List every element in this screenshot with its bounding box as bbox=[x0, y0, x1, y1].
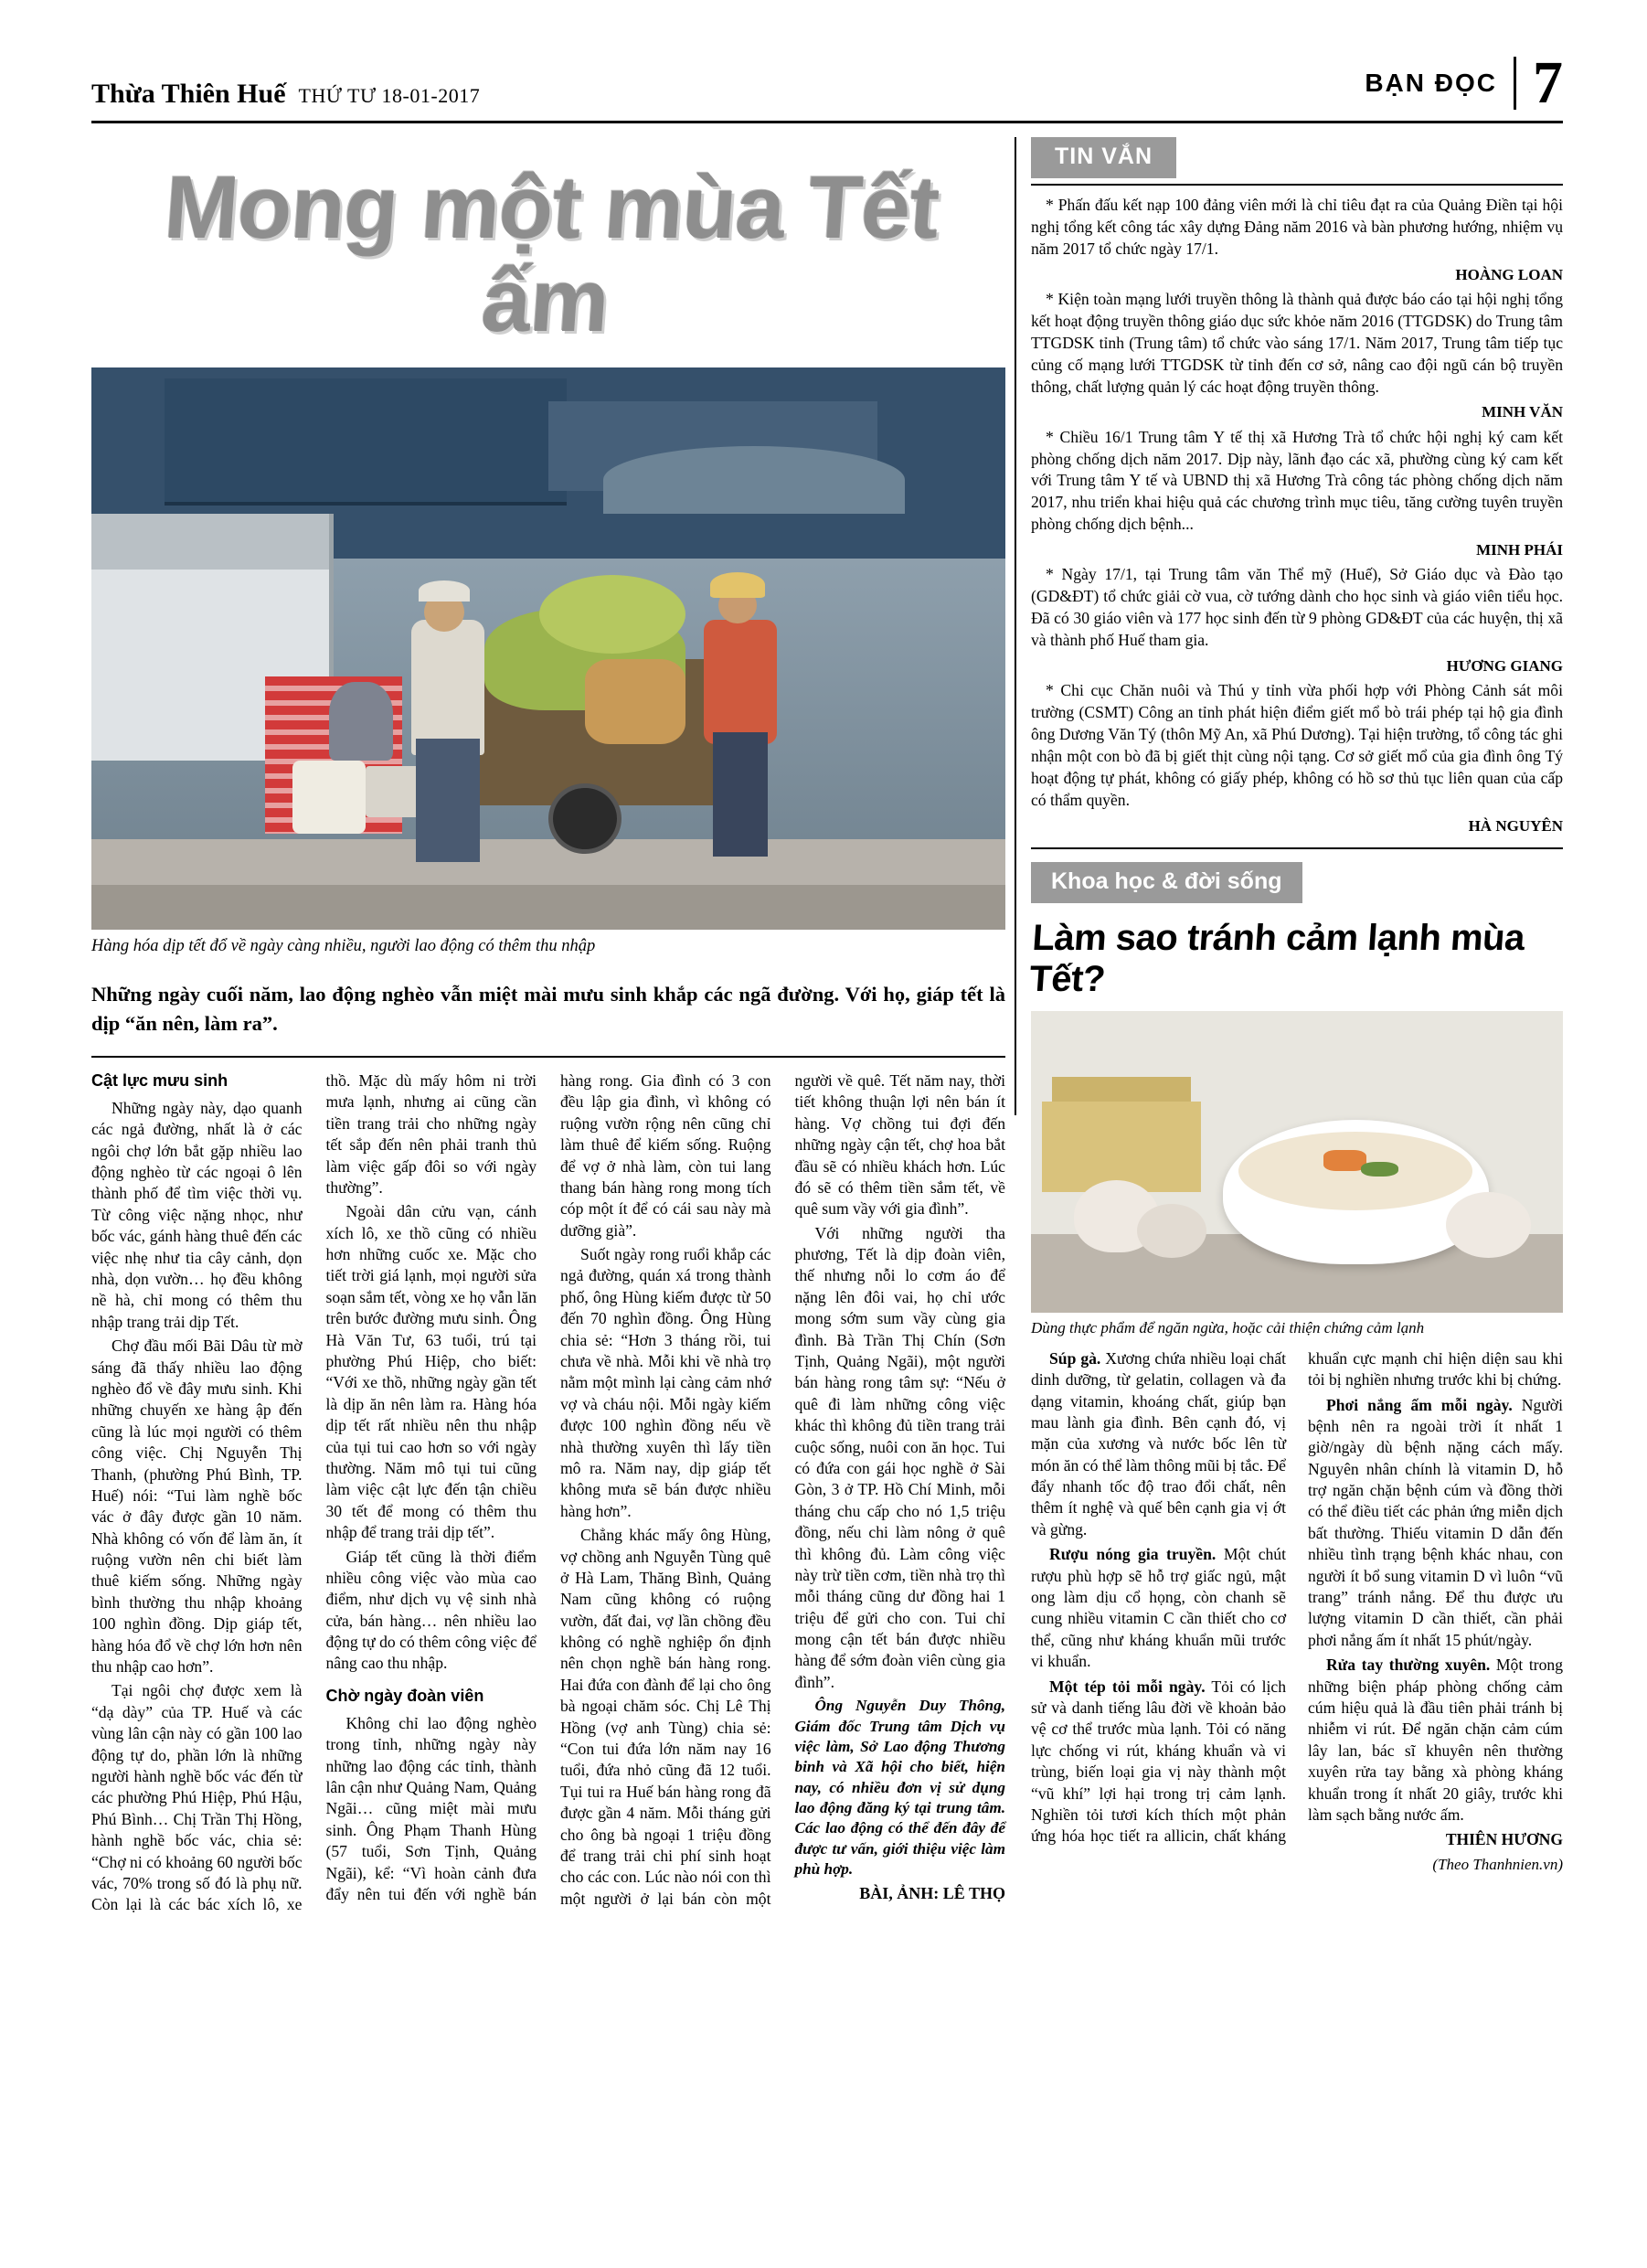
info-box: Ông Nguyễn Duy Thông, Giám đốc Trung tâm Dịch vụ việc làm, Sở Lao động Thương binh và Xã hội cho biết, hiện nay, có nhiều đơn vị sử dụng lao động đăng ký tại trung tâm. Các lao động có thể đến đây để được tư vấn, giới thiệu việc làm phù hợp. bbox=[794, 1697, 1005, 1879]
subheading-1: Cật lực mưu sinh bbox=[91, 1070, 228, 1090]
tip-paragraph: Phơi nắng ấm mỗi ngày. Người bệnh nên ra ngoài trời ít nhất 1 giờ/ngày dù bệnh nặng cách mấy. Nguyên nhân chính là vitamin D, hỗ trợ ngăn chặn bệnh cúm và đồng thời có thể điều tiết các phản ứng miễn dịch bất thường. Thiếu vitamin D dẫn đến nhiều tình trạng bệnh khác nhau, con người ít bổ sung vitamin D vì luôn “vũ trang” tránh nắng. Để thu được ưu lượng vitamin D cần thiết, cần phải phơi nắng ấm ít nhất 15 phút/ngày. bbox=[1308, 1395, 1563, 1649]
photo-cart-wheel bbox=[548, 783, 622, 855]
khoa-hoc-label: Khoa học & đời sống bbox=[1031, 862, 1302, 903]
photo-bucket bbox=[366, 766, 420, 816]
paragraph: Chợ đầu mối Bãi Dâu từ mờ sáng đã thấy nhiều lao động nghèo đổ về đây mưu sinh. Khi những chuyến xe hàng ập đến cũng là lúc mọi người có thêm công việc. Chị Nguyễn Thị Thanh, (phường Phú Bình, TP. Huế) nói: “Tui làm nghề bốc vác ở đây được gần 10 năm. Nhà không có vốn để làm ăn, ít ruộng vườn nên chi biết làm thuê kiếm sống. Những ngày bình thường thu nhập khoảng 100 nghìn đồng. Dịp giáp tết, hàng hóa đổ về chợ lớn hơn nên thu nhập cao hơn”. bbox=[91, 1336, 303, 1677]
news-brief-signature: HƯƠNG GIANG bbox=[1446, 657, 1563, 675]
subheading-2: Chờ ngày đoàn viên bbox=[325, 1686, 484, 1705]
paragraph: Chẳng khác mấy ông Hùng, vợ chồng anh Nguyễn Tùng quê ở Hà Lam, Thăng Bình, Quảng Nam cũng không có ruộng vườn, đất đai, vợ lần chồng đều không có nghề nghiệp ổn định nên chọn nghề bán hàng rong. Hai đứa con đành để lại cho ông bà ngoại chăm sóc. Chị Lê Thị Hồng (vợ anh Tùng) chia sẻ: “Con tui đứa lớn năm nay 16 tuổi, đứa nhỏ cũng đã 12 tuổi. Tụi tui ra Huế bán hàng rong đã được gần 4 năm. Mỗi tháng gửi cho ông bà ngoại 1 triệu đồng để trang trải chi phí sinh hoạt cho các con. Lúc nào nói con thì một người ở lại bán còn một người về quê. Tết năm nay, thời tiết không thuận lợi nên bán ít hàng. Vợ chồng tui đợi đến những ngày cận tết, chợ hoa bắt đầu sẽ có nhiều khách hơn. Lúc đó sẽ có thêm tiền sắm tết, về quê sum vầy với gia đình”. bbox=[560, 1070, 1005, 1908]
photo-man-hat bbox=[419, 580, 470, 601]
paragraph: Giáp tết cũng là thời điểm nhiều công việc vào mùa cao điểm, như dịch vụ vệ sinh nhà cửa, bán hàng… nên nhiều lao động tự do có thêm công việc để nâng cao thu nhập. bbox=[325, 1547, 537, 1673]
news-brief: * Phấn đấu kết nạp 100 đảng viên mới là chỉ tiêu đạt ra của Quảng Điền tại hội nghị tổng kết công tác xây dựng Đảng năm 2016 và bàn phương hướng, nhiệm vụ năm 2017 tổ chức ngày 17/1. bbox=[1031, 196, 1563, 258]
lead-rule bbox=[91, 1056, 1005, 1058]
khoa-hoc-source: (Theo Thanhnien.vn) bbox=[1432, 1855, 1563, 1873]
page-number: 7 bbox=[1533, 48, 1563, 116]
paragraph: Với những người tha phương, Tết là dịp đoàn viên, thế nhưng nỗi lo cơm áo để nặng lên đôi vai, họ chỉ ước mong sớm sum vầy cùng gia đình. Bà Trần Thị Chín (Sơn Tịnh, Quảng Ngãi), một người bán hàng rong tâm sự: “Nếu ở quê đi làm những công việc khác thì không đủ tiền trang trải cuộc sống, nuôi con ăn học. Tui có đứa con gái học nghề ở Sài Gòn, 3 ở TP. Hồ Chí Minh, mỗi tháng chu cấp cho nó 1,5 triệu đồng, nếu chi làm nông ở quê thì không đủ. Làm công việc này trừ tiền cơm, tiền nhà trọ thì mỗi tháng cũng dư đồng hai 1 triệu để gửi cho con. Tui chỉ mong cận tết bán được nhiều hàng để sớm đoàn viên cùng gia đình”. bbox=[794, 1223, 1005, 1691]
paragraph: Không chỉ lao động nghèo trong tỉnh, những ngày này những lao động các tỉnh, thành lân cận như Quảng Nam, Quảng Ngãi… cũng miệt mài mưu sinh. Ông Phạm Thanh Hùng (57 tuổi, Sơn Tịnh, Quảng Ngãi), kể: “Vì hoàn cảnh đưa đẩy nên tui đến với nghề bán hàng rong. Gia đình có 3 con đều lập gia đình, vì không có ruộng vườn rộng nên cũng chỉ làm thuê để kiếm sống. Ruộng để vợ ở nhà làm, còn tui lang thang bán hàng rong mong tích cóp một ít để có cái sau này mà dưỡng già”. bbox=[325, 1070, 771, 1903]
main-photo-block bbox=[91, 367, 1005, 956]
photo-bread bbox=[1042, 1102, 1202, 1192]
tip-paragraph: Rửa tay thường xuyên. Một trong những biện pháp phòng chống cảm cúm hiệu quả là đầu tiên phải tránh bị nhiễm vi rút. Để ngăn chặn cảm cúm lây lan, bác sĩ khuyên nên thường xuyên rửa tay bằng xà phòng kháng khuẩn trong ít nhất 20 giây, trước khi làm sạch bằng nước ấm. bbox=[1308, 1656, 1563, 1824]
photo-man-legs bbox=[416, 739, 480, 862]
main-photo bbox=[91, 367, 1005, 930]
tin-van-header bbox=[1031, 137, 1563, 186]
paragraph: Suốt ngày rong ruổi khắp các ngả đường, quán xá trong thành phố, ông Hùng kiếm được từ 50 đến 70 nghìn đồng. Ông Hùng chia sẻ: “Hơn 3 tháng rồi, tui chưa về nhà. Mỗi khi về nhà trọ nằm một mình lại càng cảm nhớ vợ và cháu nội. Mỗi ngày kiếm được 100 nghìn đồng nếu về nhà thường xuyên thì lấy tiền mô ra. Năm nay, dịp giáp tết không mưa sẽ bán được nhiều hàng hơn”. bbox=[560, 1245, 771, 1520]
photo-garlic-right bbox=[1446, 1192, 1531, 1259]
tin-van-title: TIN VẮN bbox=[1031, 137, 1176, 178]
article-lead: Những ngày cuối năm, lao động nghèo vẫn miệt mài mưu sinh khắp các ngã đường. Với họ, giáp tết là dịp “ăn nên, làm ra”. bbox=[91, 982, 1005, 1036]
issue-date: THỨ TƯ 18-01-2017 bbox=[298, 84, 481, 107]
section-rule bbox=[1031, 847, 1563, 849]
photo-bananas-top bbox=[539, 575, 685, 654]
photo-sack bbox=[585, 659, 685, 743]
photo-carrot bbox=[1323, 1150, 1366, 1171]
news-brief-signature: HOÀNG LOAN bbox=[1455, 265, 1563, 283]
photo-man-body bbox=[411, 620, 484, 755]
page-title: Mong một mùa Tết ấm bbox=[161, 157, 942, 350]
photo-umbrella bbox=[603, 446, 905, 514]
khoa-hoc-signature: THIÊN HƯƠNG bbox=[1445, 1830, 1563, 1849]
right-column bbox=[1027, 137, 1563, 1875]
paragraph: Tại ngôi chợ được xem là “dạ dày” của TP. Huế và các vùng lân cận này có gần 100 lao động tự do, phần lớn là những người hành nghề bốc vác đến từ các phường Phú Hiệp, Phú Hậu, Phú Bình… Chị Trần Thị Hồng, hành nghề bốc vác, chia sẻ: “Chợ ni có khoảng 60 người bốc vác, 70% trong số đó là phụ nữ. Còn lại là các bác xích lô, xe thồ. Mặc dù mấy hôm ni trời mưa lạnh, nhưng ai cũng cần tiền trang trải cho những ngày tết sắp đến nên phải tranh thủ làm việc gấp đôi so với ngày thường”. bbox=[91, 1070, 537, 1914]
photo-truck-bed bbox=[91, 514, 329, 570]
news-brief: * Kiện toàn mạng lưới truyền thông là thành quả được báo cáo tại hội nghị tổng kết hoạt động truyền thông giáo dục sức khỏe năm 2016 (TTGDSK) do Trung tâm TTGDSK tỉnh (Trung tâm) tổ chức vào sáng 17/1. Năm 2017, Trung tâm tiếp tục củng cố mạng lưới TTGDSK từ tỉnh đến cơ sở, nâng cao đội ngũ cán bộ truyền thông, chất lượng quản lý các hoạt động truyền thông. bbox=[1031, 289, 1563, 396]
photo-tarp-left bbox=[165, 378, 567, 506]
masthead-right bbox=[1365, 48, 1563, 116]
article-byline: BÀI, ẢNH: LÊ THỌ bbox=[859, 1883, 1005, 1902]
column-divider bbox=[1015, 137, 1016, 1115]
photo-garlic-clove bbox=[1137, 1204, 1206, 1258]
news-brief-signature: MINH VĂN bbox=[1482, 403, 1563, 421]
khoa-hoc-block bbox=[1027, 862, 1563, 1875]
tip-paragraph: Rượu nóng gia truyền. Một chút rượu phù hợp sẽ hỗ trợ giấc ngủ, mật ong làm dịu cổ họng, còn chanh sẽ cung nhiều vitamin C cần thiết cho cơ thể, cũng như kháng khuẩn mũi trước vi khuẩn. bbox=[1031, 1545, 1286, 1671]
news-brief: * Chi cục Chăn nuôi và Thú y tỉnh vừa phối hợp với Phòng Cảnh sát môi trường (CSMT) Công an tỉnh phát hiện điểm giết mổ bò trái phép tại hộ gia đình ông Dương Văn Tý (thôn Mỹ An, xã Phú Dương). Tại hiện trường, tổ công tác ghi nhận một con bò đã bị giết thịt cùng nội tạng. Cơ sở giết mổ của gia đình ông Tý hoạt động tự phát, không có giấy phép, không có hồ sơ thủ tục liên quan của cấp có thẩm quyền. bbox=[1031, 681, 1563, 809]
article-body bbox=[91, 1070, 1005, 1916]
section-name: BẠN ĐỌC bbox=[1365, 69, 1497, 97]
masthead bbox=[91, 48, 1563, 116]
khoa-hoc-title: Làm sao tránh cảm lạnh mùa Tết? bbox=[1027, 917, 1526, 999]
photo-seated-person bbox=[329, 682, 393, 761]
photo-woman-hat bbox=[710, 572, 765, 598]
main-article bbox=[91, 137, 1005, 1916]
news-brief-signature: MINH PHÁI bbox=[1476, 541, 1563, 559]
news-brief: * Chiều 16/1 Trung tâm Y tế thị xã Hương Trà tổ chức hội nghị ký cam kết phòng chống dịch năm 2017. Dịp này, lãnh đạo các xã, phường cùng ký cam kết với Trung tâm Y tế và UBND thị xã Hương Trà công tác phòng chống dịch năm 2017, nhu triển khai hiệu quả các chương trình mục tiêu, tăng cường tuyên truyền phòng chống dịch bệnh... bbox=[1031, 427, 1563, 534]
khoa-hoc-photo-caption: Dùng thực phẩm để ngăn ngừa, hoặc cải thiện chứng cảm lạnh bbox=[1031, 1318, 1425, 1336]
masthead-left bbox=[91, 79, 480, 110]
paragraph: Những ngày này, dạo quanh các ngả đường, nhất là ở các ngôi chợ lớn bắt gặp nhiều lao động nghèo từ các ngoại ô lên thành phố để tìm việc thời vụ. Từ công việc nặng nhọc, như bốc vác, gánh hàng thuê đến các việc nhẹ như tia cây cảnh, dọn nhà, dọn vườn… họ đều không nề hà, chỉ mong có thêm thu nhập trang trải dịp Tết. bbox=[91, 1098, 303, 1331]
photo-herb bbox=[1361, 1162, 1398, 1177]
paper-name: Thừa Thiên Huế bbox=[91, 79, 286, 109]
photo-caption: Hàng hóa dịp tết đổ về ngày càng nhiều, người lao động có thêm thu nhập bbox=[91, 936, 596, 955]
photo-bag bbox=[292, 761, 366, 834]
photo-woman-body bbox=[704, 620, 777, 743]
header-rule bbox=[91, 121, 1563, 123]
tip-paragraph: Súp gà. Xương chứa nhiều loại chất dinh dưỡng, từ gelatin, collagen và đa dạng vitamin, khoáng chất, giúp bạn mau lành gia đình. Bên cạnh đó, vị mặn của xương và nước bốc lên từ món ăn có thể làm thông mũi bị tắc. Để đẩy nhanh tốc độ trao đổi chất, nên thêm ít nghệ và quế bên cạnh gia vị ớt và gừng. bbox=[1031, 1348, 1286, 1539]
khoa-hoc-body bbox=[1031, 1348, 1563, 1875]
photo-soup bbox=[1238, 1132, 1472, 1210]
khoa-hoc-photo bbox=[1031, 1011, 1563, 1313]
photo-road bbox=[91, 885, 1005, 930]
masthead-divider bbox=[1514, 57, 1516, 110]
news-brief: * Ngày 17/1, tại Trung tâm văn Thể mỹ (Huế), Sở Giáo dục và Đào tạo (GD&ĐT) tổ chức giải cờ vua, cờ tướng dành cho học sinh và giáo viên tiểu học. Đã có 30 giáo viên và 177 học sinh đến từ 9 phòng GD&ĐT của các huyện, thị xã và thành phố Huế tham gia. bbox=[1031, 565, 1563, 650]
news-brief-signature: HÀ NGUYÊN bbox=[1468, 816, 1563, 835]
photo-woman-legs bbox=[713, 732, 768, 856]
tin-van-list bbox=[1031, 195, 1563, 836]
paragraph: Ngoài dân cửu vạn, cánh xích lô, xe thồ cũng có nhiều hơn những cuốc xe. Mặc cho tiết trời giá lạnh, mọi người sửa soạn sắm tết, vòng xe họ vẫn lăn trên bước đường mưu sinh. Ông Hà Văn Tư, 63 tuổi, trú tại phường Phú Hiệp, cho biết: “Với xe thồ, những ngày gần tết là dịp ăn nên làm ra. Hàng hóa dịp tết rất nhiều nên thu nhập của tụi tui cao hơn so với ngày thường. Năm mô tụi tui cũng làm việc cật lực đến tận chiều 30 tết để mong có thêm thu nhập để trang trải dịp tết”. bbox=[325, 1202, 537, 1542]
tip-paragraph: Một tép tỏi mỗi ngày. Tỏi có lịch sử và danh tiếng lâu đời về khoản bảo vệ cơ thể trước mùa lạnh. Tỏi có năng lực chống vi rút, kháng khuẩn và vi trùng, biến loại gia vị này thành một “vũ khí” lợi hại trong trị cảm lạnh. Nghiền tỏi tươi kích thích một phản ứng hóa học tiết ra allicin, chất kháng khuẩn cực mạnh chỉ hiện diện sau khi tỏi bị nghiền nhưng trước khi bị chứng. bbox=[1031, 1348, 1563, 1846]
